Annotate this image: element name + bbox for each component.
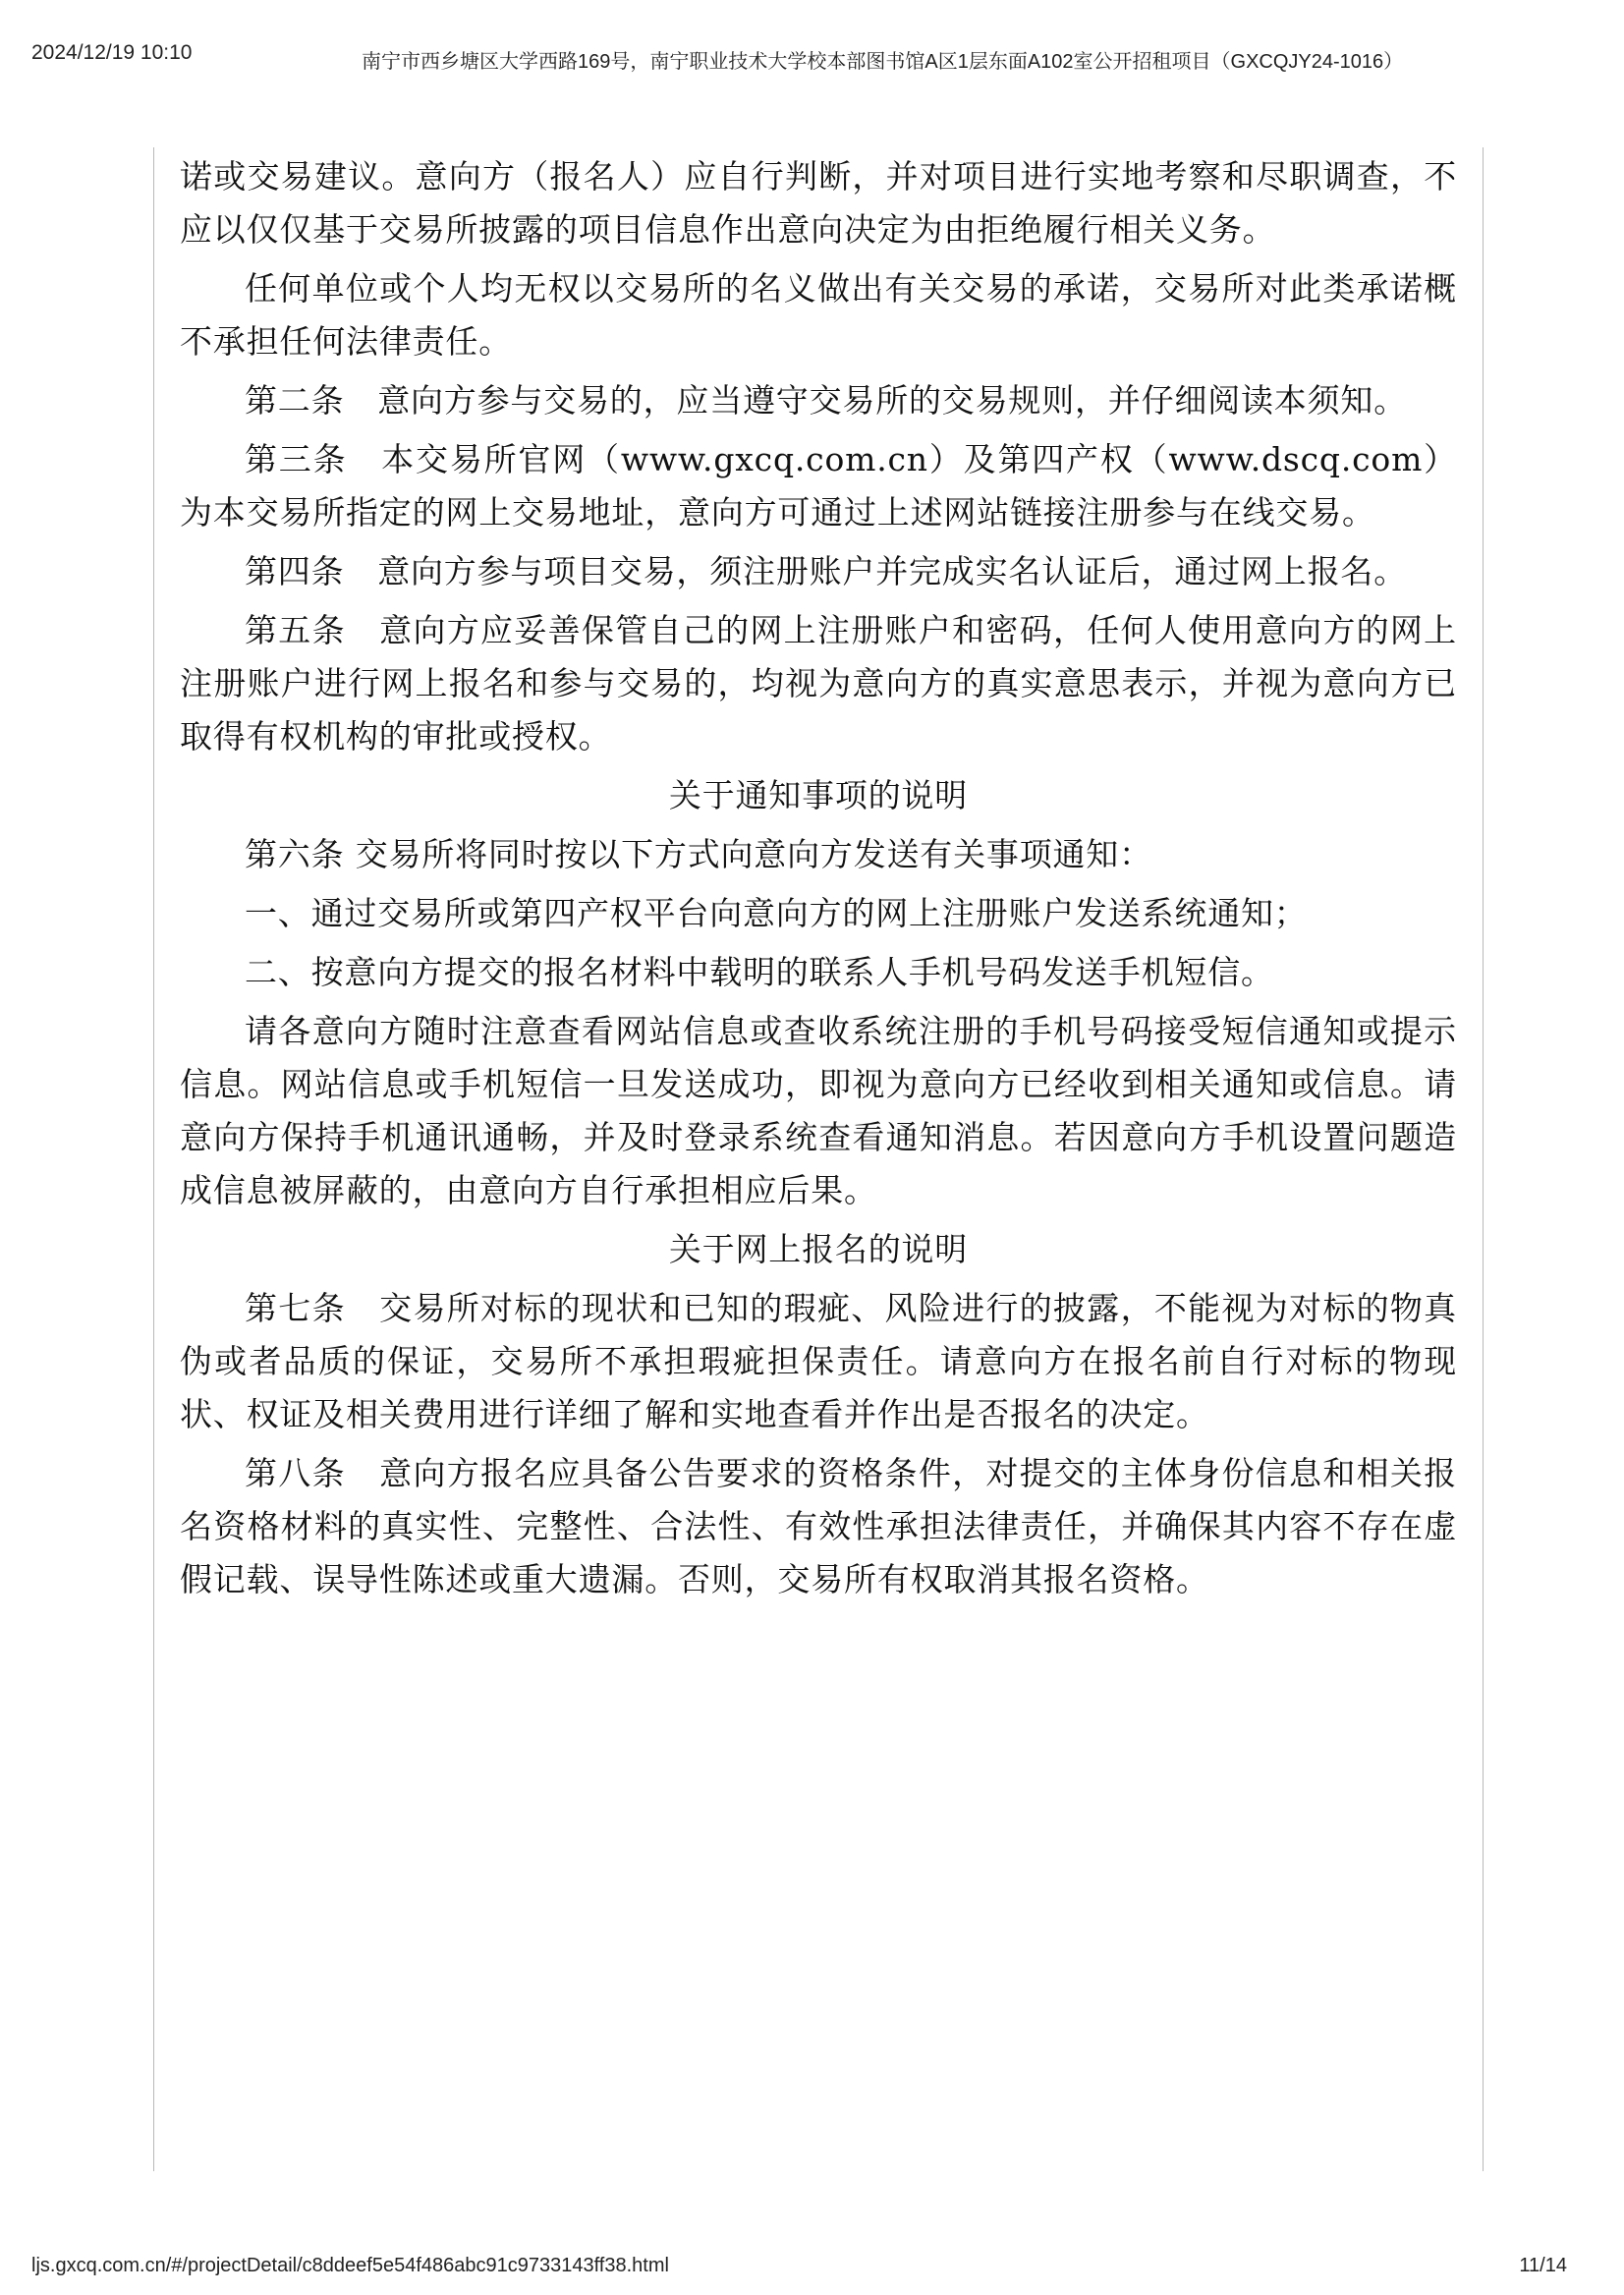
print-page-title: 南宁市西乡塘区大学西路169号，南宁职业技术大学校本部图书馆A区1层东面A102室公开招租项目（GXCQJY24-1016）: [362, 51, 1404, 73]
article-6-item-2: 二、按意向方提交的报名材料中载明的联系人手机号码发送手机短信。: [245, 953, 1274, 991]
document-body: [180, 150, 1457, 1612]
article-5: 第五条 意向方应妥善保管自己的网上注册账户和密码，任何人使用意向方的网上注册账户进行网上报名和参与交易的，均视为意向方的真实意思表示，并视为意向方已取得有权机构的审批或授权。: [180, 611, 1457, 756]
print-header: [0, 37, 1624, 77]
paragraph-continuation: 诺或交易建议。意向方（报名人）应自行判断，并对项目进行实地考察和尽职调查，不应以仅仅基于交易所披露的项目信息作出意向决定为由拒绝履行相关义务。: [180, 157, 1457, 249]
section-heading-notifications: 关于通知事项的说明: [668, 776, 969, 814]
print-datetime: 2024/12/19 10:10: [31, 41, 193, 64]
article-7: 第七条 交易所对标的现状和已知的瑕疵、风险进行的披露，不能视为对标的物真伪或者品质的保证，交易所不承担瑕疵担保责任。请意向方在报名前自行对标的物现状、权证及相关费用进行详细了解和实地查看并作出是否报名的决定。: [180, 1289, 1457, 1433]
article-2: 第二条 意向方参与交易的，应当遵守交易所的交易规则，并仔细阅读本须知。: [245, 381, 1407, 420]
article-8: 第八条 意向方报名应具备公告要求的资格条件，对提交的主体身份信息和相关报名资格材料的真实性、完整性、合法性、有效性承担法律责任，并确保其内容不存在虚假记载、误导性陈述或重大遗漏。否则，交易所有权取消其报名资格。: [180, 1454, 1457, 1598]
article-4: 第四条 意向方参与项目交易，须注册账户并完成实名认证后，通过网上报名。: [245, 552, 1407, 590]
section-heading-online-registration: 关于网上报名的说明: [668, 1230, 969, 1268]
page-url: ljs.gxcq.com.cn/#/projectDetail/c8ddeef5e54f486abc91c9733143ff38.html: [31, 2255, 669, 2276]
paragraph-no-authority: 任何单位或个人均无权以交易所的名义做出有关交易的承诺，交易所对此类承诺概不承担任何法律责任。: [180, 269, 1457, 361]
article-6: 第六条 交易所将同时按以下方式向意向方发送有关事项通知：: [245, 835, 1152, 873]
paragraph-notice-reminder: 请各意向方随时注意查看网站信息或查收系统注册的手机号码接受短信通知或提示信息。网站信息或手机短信一旦发送成功，即视为意向方已经收到相关通知或信息。请意向方保持手机通讯通畅，并及时登录系统查看通知消息。若因意向方手机设置问题造成信息被屏蔽的，由意向方自行承担相应后果。: [180, 1012, 1457, 1209]
article-6-item-1: 一、通过交易所或第四产权平台向意向方的网上注册账户发送系统通知；: [245, 894, 1308, 932]
article-3: 第三条 本交易所官网（www.gxcq.com.cn）及第四产权（www.dscq.com）为本交易所指定的网上交易地址，意向方可通过上述网站链接注册参与在线交易。: [180, 440, 1457, 532]
page-number: 11/14: [1519, 2255, 1567, 2276]
